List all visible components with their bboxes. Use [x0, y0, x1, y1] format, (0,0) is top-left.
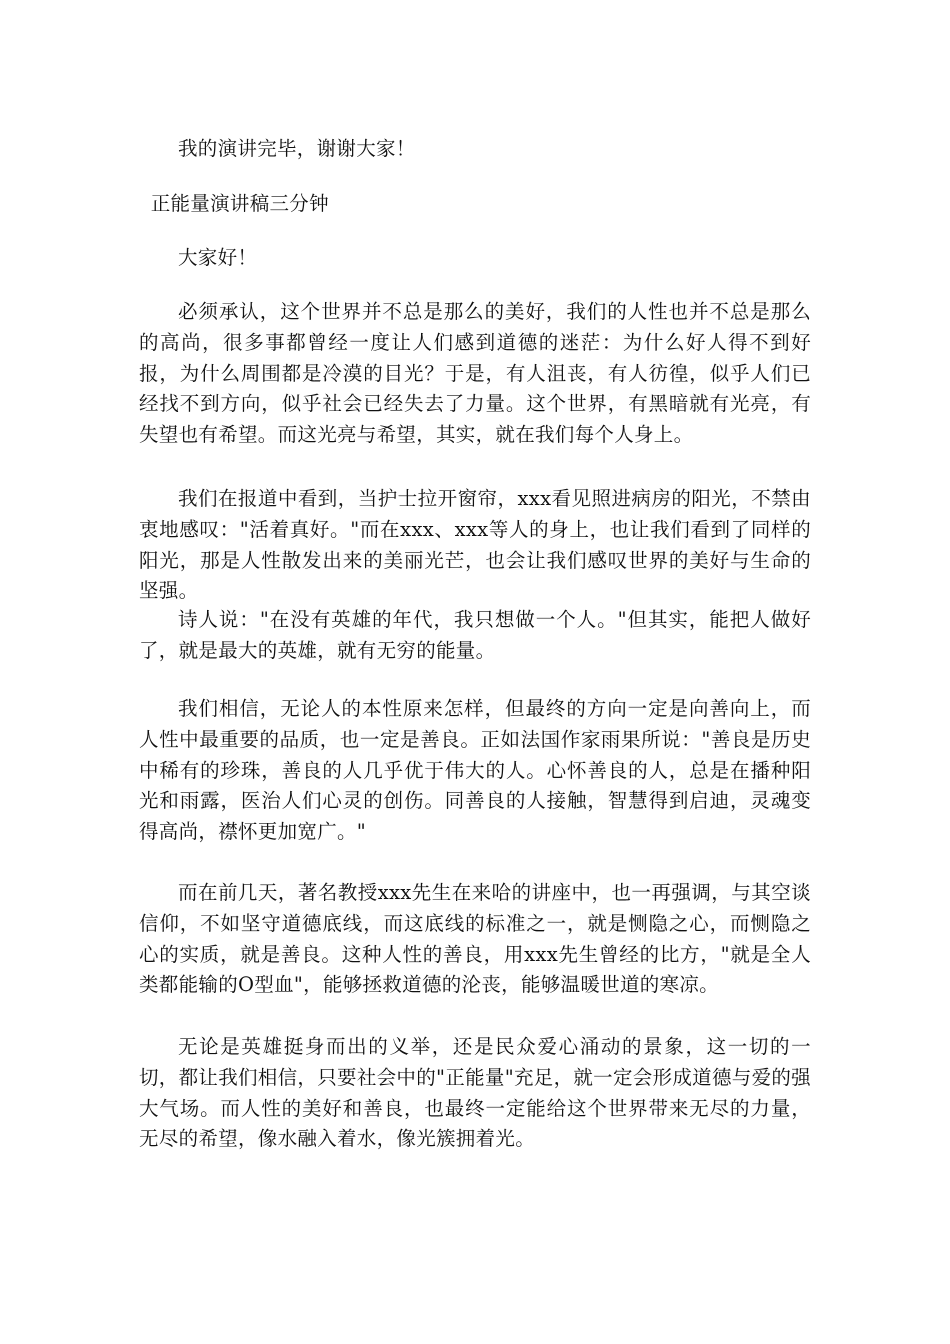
- paragraph-nurse-curtain: 我们在报道中看到，当护士拉开窗帘，xxx看见照进病房的阳光，不禁由衷地感叹："活着真好。"而在xxx、xxx等人的身上，也让我们看到了同样的阳光，那是人性散发出来的美丽光芒，也会让我们感叹世界的美好与生命的坚强。: [139, 487, 811, 603]
- speech-title: 正能量演讲稿三分钟: [150, 192, 329, 215]
- paragraph-poet-quote: 诗人说："在没有英雄的年代，我只想做一个人。"但其实，能把人做好了，就是最大的英雄，就有无穷的能量。: [139, 608, 811, 662]
- paragraph-hugo-kindness: 我们相信，无论人的本性原来怎样，但最终的方向一定是向善向上，而人性中最重要的品质，也一定是善良。正如法国作家雨果所说："善良是历史中稀有的珍珠，善良的人几乎优于伟大的人。心怀善良的人，总是在播种阳光和雨露，医治人们心灵的创伤。同善良的人接触，智慧得到启迪，灵魂变得高尚，襟怀更加宽广。": [139, 697, 811, 844]
- greeting: 大家好！: [178, 246, 258, 269]
- paragraph-positive-energy: 无论是英雄挺身而出的义举，还是民众爱心涌动的景象，这一切的一切，都让我们相信，只要社会中的"正能量"充足，就一定会形成道德与爱的强大气场。而人性的美好和善良，也最终一定能给这个世界带来无尽的力量，无尽的希望，像水融入着水，像光簇拥着光。: [139, 1035, 811, 1151]
- paragraph-world-not-always-beautiful: 必须承认，这个世界并不总是那么的美好，我们的人性也并不总是那么的高尚，很多事都曾经一度让人们感到道德的迷茫：为什么好人得不到好报，为什么周围都是冷漠的目光？于是，有人沮丧，有人彷徨，似乎人们已经找不到方向，似乎社会已经失去了力量。这个世界，有黑暗就有光亮，有失望也有希望。而这光亮与希望，其实，就在我们每个人身上。: [139, 300, 811, 447]
- paragraph-professor-lecture: 而在前几天，著名教授xxx先生在来哈的讲座中，也一再强调，与其空谈信仰，不如坚守道德底线，而这底线的标准之一，就是恻隐之心，而恻隐之心的实质，就是善良。这种人性的善良，用xxx先生曾经的比方，"就是全人类都能输的O型血"，能够拯救道德的沦丧，能够温暖世道的寒凉。: [139, 881, 811, 997]
- closing-line: 我的演讲完毕，谢谢大家！: [178, 137, 416, 160]
